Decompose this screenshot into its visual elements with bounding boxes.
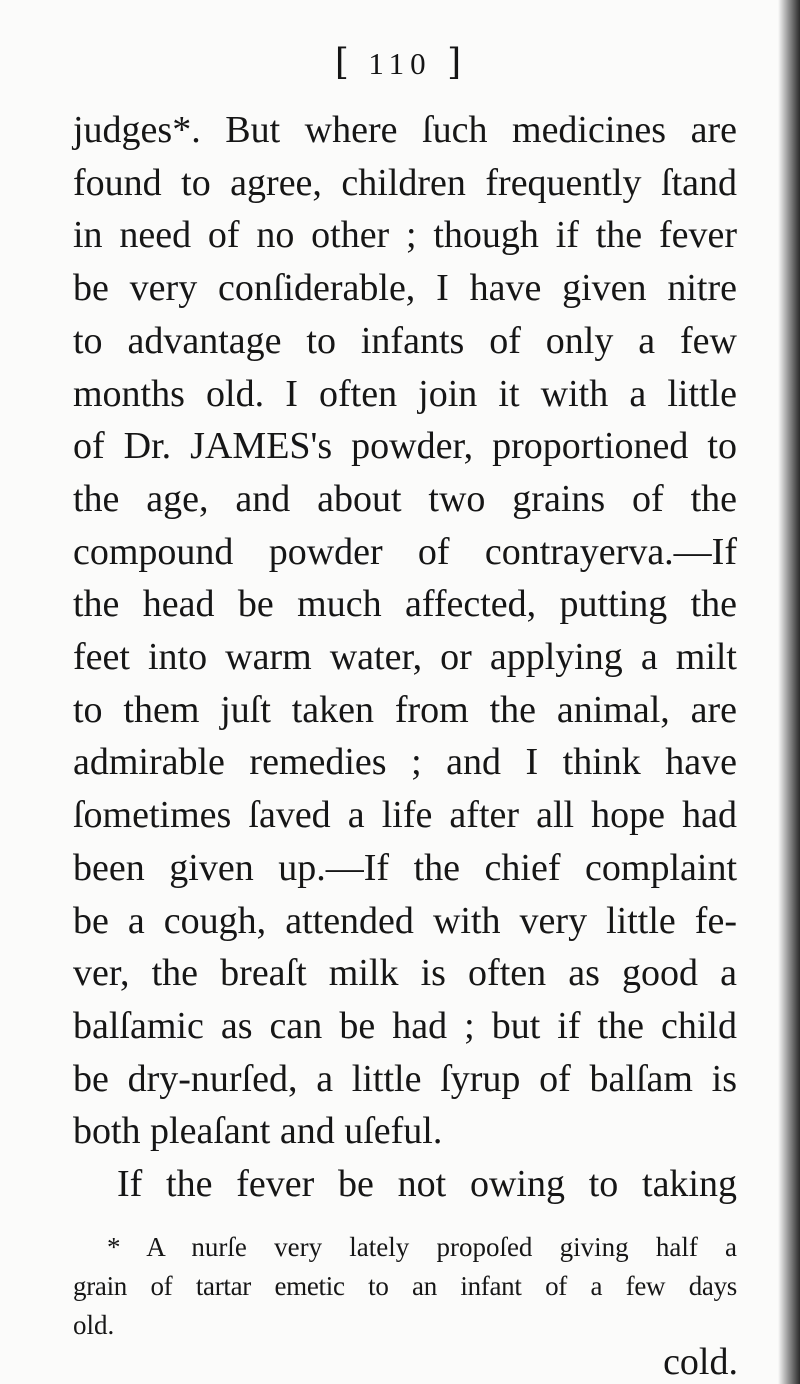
body-text [73,104,737,1211]
body-line: judges*. But where ſuch medicines are [73,109,737,151]
header-open-bracket: [ [334,42,353,83]
footnote-line: grain of tartar emetic to an infant of a few days [73,1271,737,1301]
body-line: If the fever be not owing to taking [117,1163,737,1206]
page-number: 110 [368,46,432,81]
body-line: admirable remedies ; and I think have [73,741,737,784]
footnote-line: old. [73,1310,115,1340]
body-line: feet into warm water, or applying a milt [73,636,737,679]
body-line: months old. I often join it with a little [73,372,737,415]
body-line: compound powder of contrayerva.—If [73,530,737,573]
body-line: the age, and about two grains of the [73,477,737,520]
footnote-line: * A nurſe very lately propoſed giving half a [107,1232,737,1262]
body-line: be dry-nurſed, a little ſyrup of balſam is [73,1057,737,1100]
body-line: balſamic as can be had ; but if the child [73,1004,737,1047]
body-line: the head be much affected, putting the [73,583,737,626]
body-line: ver, the breaſt milk is often as good a [73,952,737,995]
header-close-bracket: ] [447,42,466,83]
body-line: been given up.—If the chief complaint [73,846,737,889]
body-line: ſometimes ſaved a life after all hope had [73,794,737,837]
body-line: found to agree, children frequently ſtand [73,161,737,204]
body-line: be a cough, attended with very little fe- [73,899,737,942]
body-line: to them juſt taken from the animal, are [73,688,737,731]
page-header [0,42,800,83]
page-edge-shadow [778,0,800,1384]
footnote [73,1228,737,1345]
body-line: to advantage to infants of only a few [73,319,737,362]
body-line: both pleaſant and uſeful. [73,1110,443,1153]
catchword: cold. [663,1341,738,1383]
body-line: in need of no other ; though if the fever [73,214,737,257]
body-line: be very conſiderable, I have given nitre [73,267,737,310]
body-line: of Dr. JAMES's powder, proportioned to [73,425,737,468]
